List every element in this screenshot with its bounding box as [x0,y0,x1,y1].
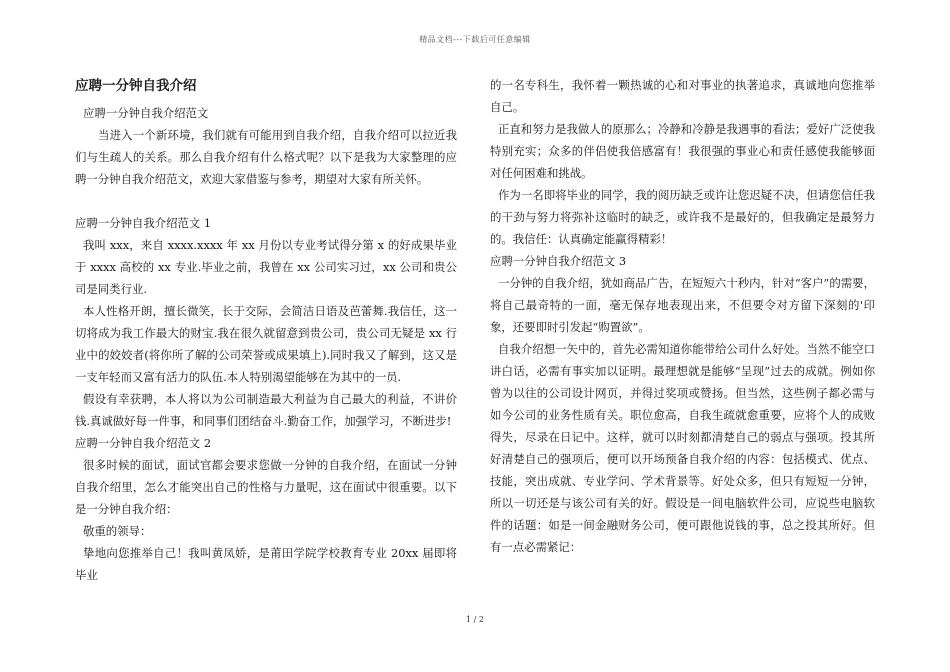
section-heading-2: 应聘一分钟自我介绍范文 2 [75,436,212,450]
paragraph: 敬重的领导： [83,524,152,538]
section-heading-3: 应聘一分钟自我介绍范文 3 [490,254,627,268]
page-header: 精品文档---下载后可任意编辑 [419,35,531,44]
paragraph: 自我介绍想一矢中的，首先必需知道你能带给公司什么好处。当然不能空口讲白话，必需有事实加以证明。最理想就是能够“呈现”过去的成就。例如你曾为以往的公司设计网页，并得过奖项或赞扬。但当然，这些例子都必需与如今公司的业务性质有关。职位愈高，自我生疏就愈重要，应将个人的成败得失，尽录在日记中。这样，就可以时刻都清楚自己的弱点与强项。投其所好清楚自己的强项后，便可以开场预备自我介绍的内容：包括模式、优点、技能，突出成就、专业学问、学术背景等。好处众多，但只有短短一分钟，所以一切还是与该公司有关的好。假设是一间电脑软件公司，应说些电脑软件的话题：如是一间金融财务公司，便可跟他说钱的事，总之投其所好。但有一点必需紧记： [490,342,875,554]
page-number: 1 / 2 [466,615,484,624]
paragraph: 我叫 xxx，来自 xxxx.xxxx 年 xx 月份以专业考试得分第 x 的好成果毕业于 xxxx 高校的 xx 专业.毕业之前，我曾在 xx 公司实习过，xx 公司和贵公司是同类行业. [75,238,457,296]
paragraph: 一分钟的自我介绍，犹如商品广告，在短短六十秒内，针对“客户”的需要，将自己最奇特的一面，毫无保存地表现出来，不但要令对方留下深刻的'印象，还要即时引发起“购置欲”。 [490,276,875,334]
document-title: 应聘一分钟自我介绍 [75,78,197,94]
paragraph: 作为一名即将毕业的同学，我的阅历缺乏或许让您迟疑不决，但请您信任我的干劲与努力将弥补这临时的缺乏，或许我不是最好的，但我确定是最努力的。我信任：认真确定能赢得精彩！ [490,188,875,246]
intro-paragraph: 当进入一个新环境，我们就有可能用到自我介绍，自我介绍可以拉近我们与生疏人的关系。那么自我介绍有什么格式呢？以下是我为大家整理的应聘一分钟自我介绍范文，欢迎大家借鉴与参考，期望对大家有所关怀。 [75,128,457,186]
spacer [75,190,457,212]
section-subtitle: 应聘一分钟自我介绍范文 [83,106,209,120]
left-column [75,74,457,586]
paragraph: 挚地向您推举自己！我叫黄凤娇，是莆田学院学校教育专业 20xx 届即将毕业 [75,546,457,582]
section-heading-1: 应聘一分钟自我介绍范文 1 [75,216,212,230]
paragraph: 的一名专科生，我怀着一颗热诚的心和对事业的执著追求，真诚地向您推举自己。 [490,78,875,114]
right-column [490,74,875,558]
paragraph: 本人性格开朗，擅长微笑，长于交际，会简洁日语及芭蕾舞.我信任，这一切将成为我工作最大的财宝.我在很久就留意到贵公司，贵公司无疑是 xx 行业中的姣姣者(将你所了解的公司荣誉或成果填上).同时我又了解到，这又是一支年轻而又富有活力的队伍.本人特别渴望能够在为其中的一员. [75,304,457,384]
paragraph: 很多时候的面试，面试官都会要求您做一分钟的自我介绍，在面试一分钟自我介绍里，怎么才能突出自己的性格与力量呢，这在面试中很重要。以下是一分钟自我介绍： [75,458,457,516]
paragraph: 正直和努力是我做人的原那么；冷静和冷静是我遇事的看法；爱好广泛使我特别充实；众多的伴侣使我倍感富有！我很强的事业心和责任感使我能够面对任何困难和挑战。 [490,122,875,180]
paragraph: 假设有幸获聘，本人将以为公司制造最大利益为自己最大的利益，不讲价钱.真诚做好每一件事，和同事们团结奋斗.勤奋工作，加强学习，不断进步! [75,392,457,428]
